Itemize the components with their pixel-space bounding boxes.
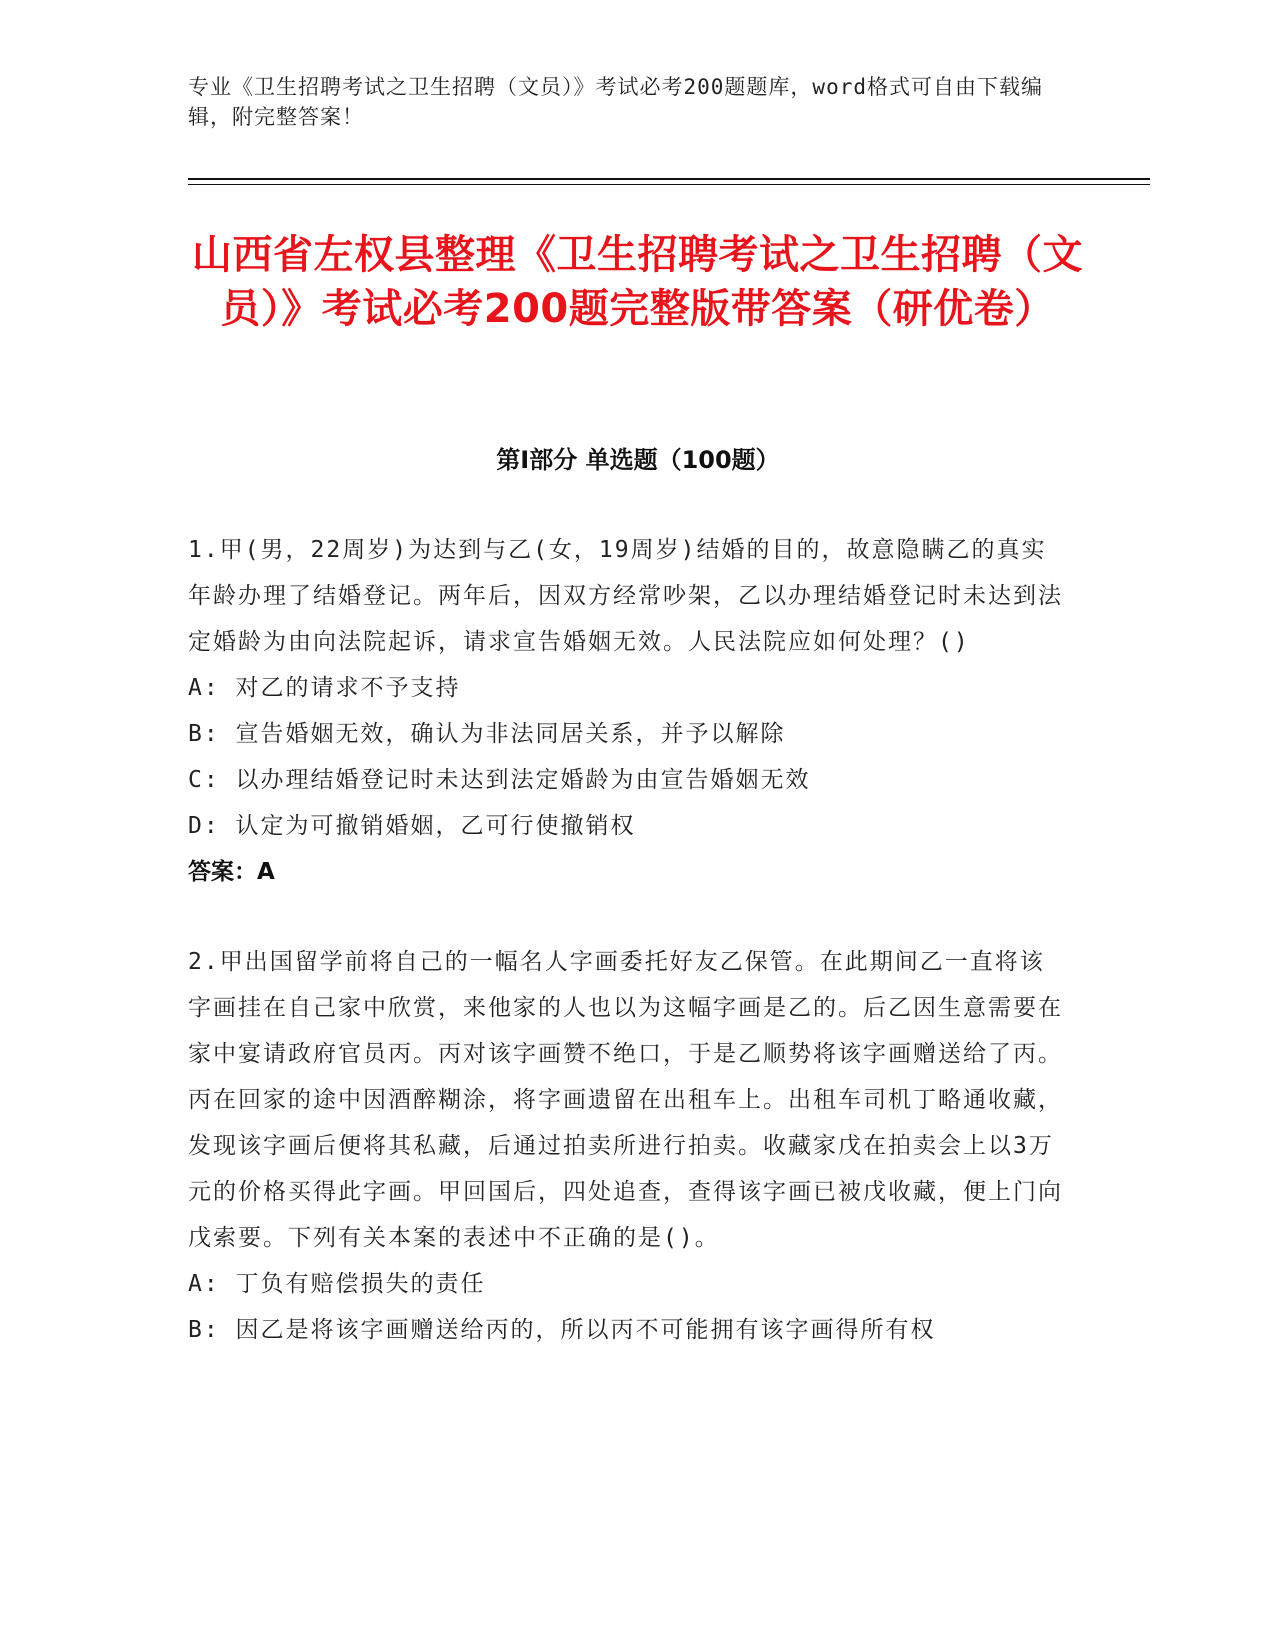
question-stem: 2.甲出国留学前将自己的一幅名人字画委托好友乙保管。在此期间乙一直将该字画挂在自己家中欣赏，来他家的人也以为这幅字画是乙的。后乙因生意需要在家中宴请政府官员丙。丙对该字画赞不绝口，于是乙顺势将该字画赠送给了丙。丙在回家的途中因酒醉糊涂，将字画遗留在出租车上。出租车司机丁略通收藏，发现该字画后便将其私藏，后通过拍卖所进行拍卖。收藏家戊在拍卖会上以3万元的价格买得此字画。甲回国后，四处追查，查得该字画已被戊收藏，便上门向戊索要。下列有关本案的表述中不正确的是()。 <box>188 949 1063 1251</box>
answer: 答案：A <box>188 859 275 885</box>
option-b: B: 宣告婚姻无效，确认为非法同居关系，并予以解除 <box>188 721 786 747</box>
option-c: C: 以办理结婚登记时未达到法定婚龄为由宣告婚姻无效 <box>188 767 811 793</box>
document-title: 山西省左权县整理《卫生招聘考试之卫生招聘（文员）》考试必考200题完整版带答案（研优卷） <box>192 232 1083 332</box>
option-d: D: 认定为可撤销婚姻，乙可行使撤销权 <box>188 813 636 839</box>
header-note: 专业《卫生招聘考试之卫生招聘（文员）》考试必考200题题库，word格式可自由下载编辑，附完整答案！ <box>188 75 1043 129</box>
question-2 <box>188 939 1068 1353</box>
question-list <box>188 527 1068 1397</box>
header-divider-thick <box>188 178 1150 180</box>
section-title: 第Ⅰ部分 单选题（100题） <box>496 446 780 474</box>
question-stem: 1.甲(男，22周岁)为达到与乙(女，19周岁)结婚的目的，故意隐瞒乙的真实年龄办理了结婚登记。两年后，因双方经常吵架，乙以办理结婚登记时未达到法定婚龄为由向法院起诉，请求宣告婚姻无效。人民法院应如何处理？() <box>188 537 1063 655</box>
question-1 <box>188 527 1068 895</box>
header-divider-thin <box>188 184 1150 185</box>
option-a: A: 丁负有赔偿损失的责任 <box>188 1271 486 1297</box>
option-a: A: 对乙的请求不予支持 <box>188 675 461 701</box>
option-b: B: 因乙是将该字画赠送给丙的，所以丙不可能拥有该字画得所有权 <box>188 1317 936 1343</box>
